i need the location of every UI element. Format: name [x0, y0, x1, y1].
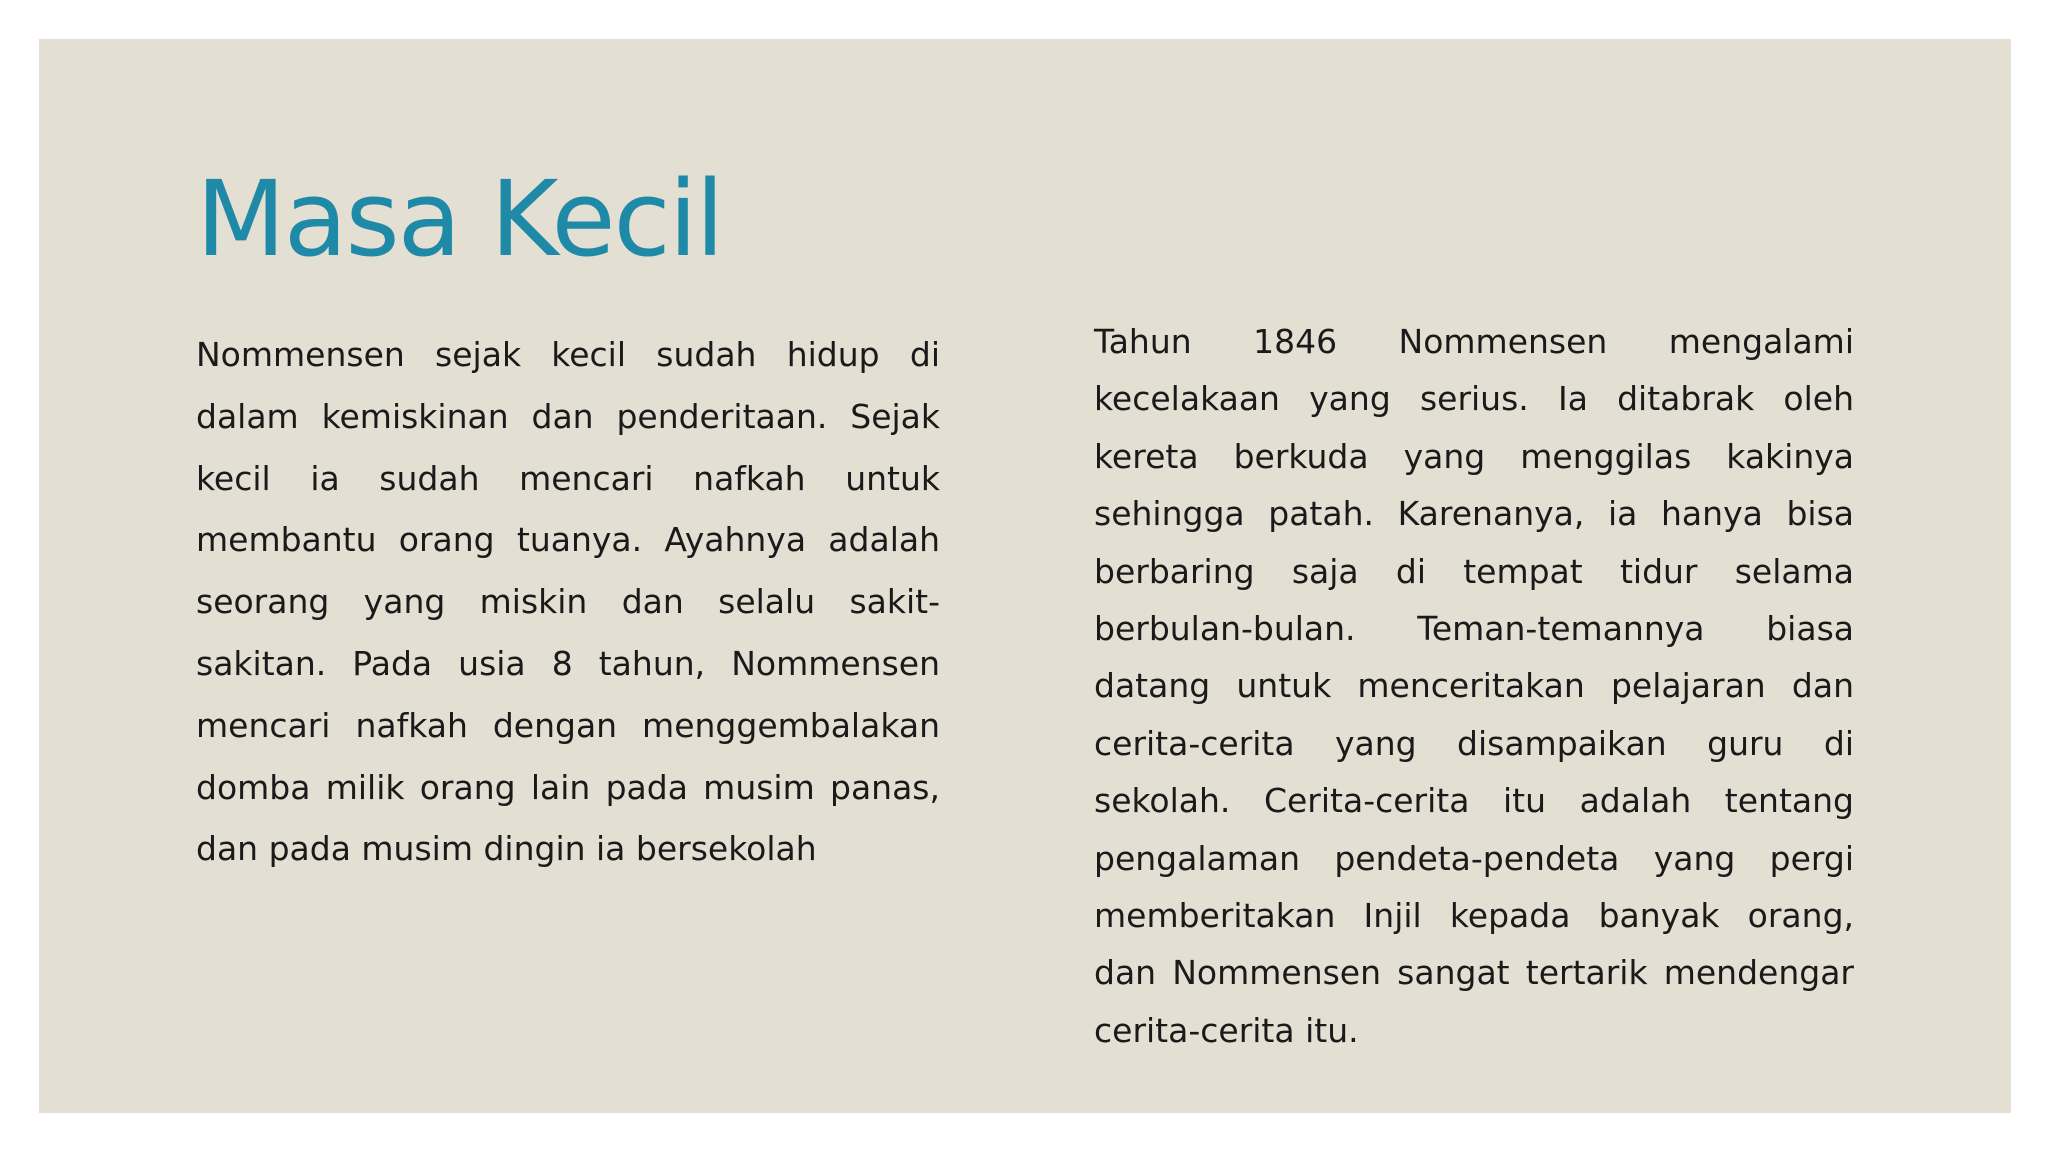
- left-text-column: Nommensen sejak kecil sudah hidup di dalam kemiskinan dan penderitaan. Sejak kecil ia sudah mencari nafkah untuk membantu orang tuanya. Ayahnya adalah seorang yang miskin dan selalu sakit-sakitan. Pada usia 8 tahun, Nommensen mencari nafkah dengan menggembalakan domba milik orang lain pada musim panas, dan pada musim dingin ia bersekolah: [196, 335, 940, 869]
- slide-title: Masa Kecil: [196, 158, 723, 280]
- slide: [39, 39, 2011, 1113]
- right-text-column: Tahun 1846 Nommensen mengalami kecelakaan yang serius. Ia ditabrak oleh kereta berkuda yang menggilas kakinya sehingga patah. Karenanya, ia hanya bisa berbaring saja di tempat tidur selama berbulan-bulan. Teman-temannya biasa datang untuk menceritakan pelajaran dan cerita-cerita yang disampaikan guru di sekolah. Cerita-cerita itu adalah tentang pengalaman pendeta-pendeta yang pergi memberitakan Injil kepada banyak orang, dan Nommensen sangat tertarik mendengar cerita-cerita itu.: [1094, 322, 1854, 1050]
